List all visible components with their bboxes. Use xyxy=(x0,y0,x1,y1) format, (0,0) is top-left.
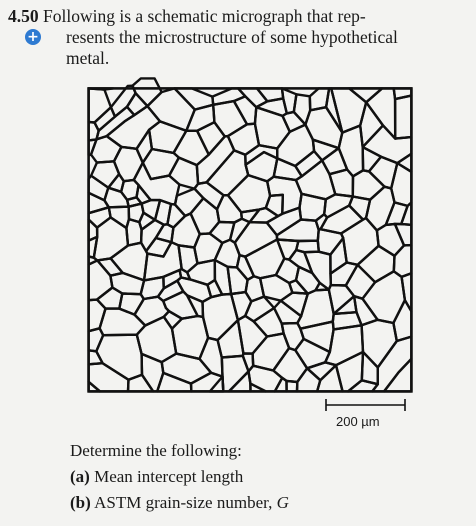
problem-text-line-2: resents the microstructure of some hypothetical xyxy=(66,27,398,47)
plus-circle-icon[interactable]: + xyxy=(25,29,41,45)
question-item-a: (a) Mean intercept length xyxy=(70,467,244,486)
variable-g: G xyxy=(276,493,289,512)
scale-bar xyxy=(326,399,405,411)
problem-text-line-1: Following is a schematic micrograph that rep- xyxy=(43,6,366,26)
scale-bar-label: 200 µm xyxy=(336,414,380,429)
question-list xyxy=(70,438,289,516)
grain-boundaries xyxy=(89,78,412,391)
question-item-b: (b) ASTM grain-size number, G xyxy=(70,493,289,512)
problem-text-line-3: metal. xyxy=(66,48,110,68)
question-intro: Determine the following: xyxy=(70,441,242,460)
problem-number: 4.50 xyxy=(8,6,39,26)
